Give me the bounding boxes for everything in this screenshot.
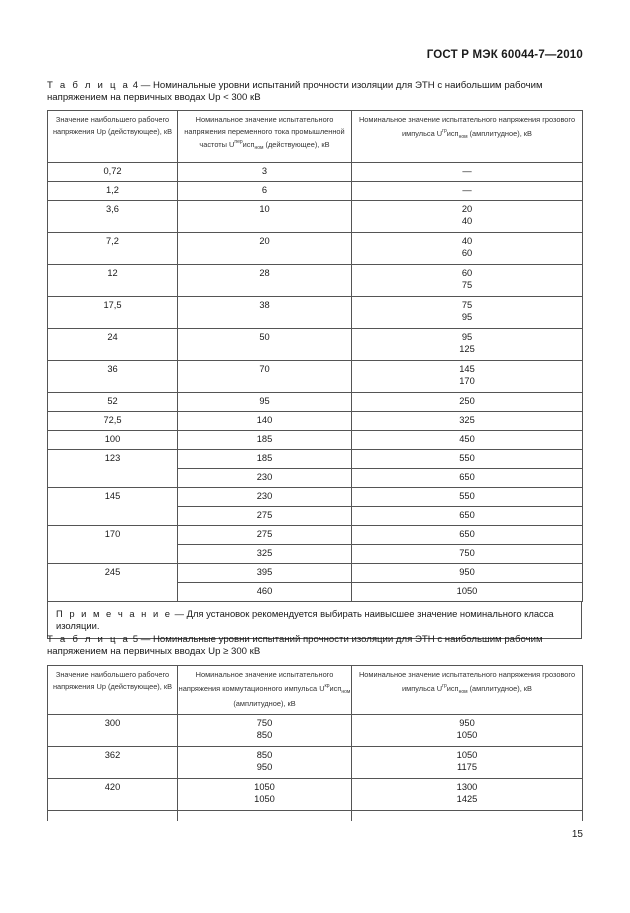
table4-row — [48, 412, 583, 431]
table4-row — [48, 450, 583, 469]
table5-row — [48, 747, 583, 779]
table4-row — [48, 488, 583, 507]
table4-cell-up: 123 — [48, 450, 178, 488]
table5-cell-li-value: 1175 — [457, 761, 477, 772]
table4-cell-up: 7,2 — [48, 233, 178, 265]
table4-row — [48, 564, 583, 583]
table4-cell-li: 550 — [352, 488, 583, 507]
table4-row — [48, 297, 583, 329]
table4-row — [48, 526, 583, 545]
table4-cell-li-value: 325 — [459, 415, 475, 425]
table4-cell-up: 24 — [48, 329, 178, 361]
table4-cell-ac — [178, 201, 352, 233]
table4-row — [48, 201, 583, 233]
table4-cell-li: 1050 — [352, 583, 583, 602]
table4-cell-ac — [178, 431, 352, 450]
table4-cell-li-value: 145 — [459, 364, 475, 374]
table5-cell-li-value: 1050 — [456, 729, 478, 740]
table5-cell-up: 362 — [48, 747, 178, 779]
table4-cell-ac — [178, 163, 352, 182]
table4-cell-li: 650 — [352, 469, 583, 488]
table4-row — [48, 329, 583, 361]
table4-cell-ac-value: 50 — [259, 332, 270, 342]
table4-cell-li — [352, 201, 583, 233]
table4-cell-up: 145 — [48, 488, 178, 526]
table4-cell-ac: 275 — [178, 507, 352, 526]
table4-cell-li-value: 75 — [461, 300, 473, 310]
table4-row — [48, 361, 583, 393]
table4-cell-ac-value: 38 — [259, 300, 270, 310]
table4-row — [48, 233, 583, 265]
table4-cell-ac: 460 — [178, 583, 352, 602]
table4-cell-ac-value: 70 — [259, 364, 270, 374]
table4-cell-li-value: 20 — [461, 204, 473, 214]
table4-cell-up: 3,6 — [48, 201, 178, 233]
table4-cell-li-value: 60 — [461, 268, 473, 278]
table4-cell-li-value: 40 — [461, 236, 473, 246]
table5-row — [48, 715, 583, 747]
table5-cell-li-value: 1300 — [456, 782, 478, 792]
table4-cell-li — [352, 297, 583, 329]
table5 — [47, 665, 583, 821]
table4-cell-ac — [178, 233, 352, 265]
page-number: 15 — [571, 829, 583, 840]
table4-row — [48, 265, 583, 297]
table4-cell-ac-value: 20 — [259, 236, 270, 246]
table5-cell-up: 300 — [48, 715, 178, 747]
table5-cell-si-value: 950 — [256, 761, 273, 772]
table4-cell-li: 550 — [352, 450, 583, 469]
table4-cell-ac — [178, 265, 352, 297]
table4-row — [48, 431, 583, 450]
table4-cell-li — [352, 393, 583, 412]
table4-cell-li-value: 95 — [461, 311, 473, 322]
table4-cell-li-value: — — [462, 166, 472, 176]
table5-cell-si-value: 850 — [256, 729, 273, 740]
table5-caption — [47, 634, 582, 658]
table5-cell-li-value: 1425 — [456, 793, 478, 804]
table5-row — [48, 779, 583, 811]
table4-cell-ac: 185 — [178, 450, 352, 469]
table4-cell-up: 36 — [48, 361, 178, 393]
table4-caption-text: 4 — Номинальные уровни испытаний прочности изоляции для ЭТН с наибольшим рабочим напряжением на первичных вводах Up < 300 кВ — [47, 80, 543, 103]
table5-cell-si-value: 850 — [256, 750, 273, 760]
table4-cell-up: 100 — [48, 431, 178, 450]
table5-cell-li-value: 950 — [459, 718, 475, 728]
table5-cell-si — [178, 747, 352, 779]
table4-cell-li: 950 — [352, 564, 583, 583]
table4-cell-ac: 395 — [178, 564, 352, 583]
table4-cell-li-value: 450 — [459, 434, 475, 444]
table5-cell-li — [352, 715, 583, 747]
table4-cell-ac-value: 6 — [261, 185, 268, 195]
table4-caption — [47, 80, 582, 104]
table4-cell-li — [352, 233, 583, 265]
table5-cell-li-value: 1050 — [456, 750, 478, 760]
table5-header-col1: Значение наибольшего рабочего напряжения Up (действующее), кВ — [48, 666, 178, 715]
table4-cell-ac — [178, 412, 352, 431]
table4-cell-li-value: 125 — [459, 343, 475, 354]
table4-cell-li — [352, 412, 583, 431]
table4-cell-li — [352, 361, 583, 393]
table4-cell-up: 0,72 — [48, 163, 178, 182]
document-header: ГОСТ Р МЭК 60044-7—2010 — [426, 49, 583, 61]
table4-cell-ac-value: 3 — [261, 166, 268, 176]
table4-note-label: П р и м е ч а н и е — [56, 608, 173, 619]
table4-cell-ac-value: 140 — [256, 415, 273, 425]
table4-cell-li: 750 — [352, 545, 583, 564]
table4-cell-up: 245 — [48, 564, 178, 602]
table4-cell-li-value: 60 — [461, 247, 473, 258]
table4-cell-li — [352, 329, 583, 361]
table5-cell-si — [178, 779, 352, 811]
table4-header-col2: Номинальное значение испытательного напряжения переменного тока промышленной частоты $U^{пер}исп_{ном}$ (действующее), кВ — [178, 111, 352, 163]
table5-cell-li — [352, 779, 583, 811]
table5-continuation — [48, 811, 583, 821]
table5-cell-si — [178, 715, 352, 747]
table5-cell-up: 420 — [48, 779, 178, 811]
table4-cell-ac — [178, 182, 352, 201]
table5-cell-si-value: 1050 — [254, 782, 275, 792]
table4-cell-up: 170 — [48, 526, 178, 564]
table5-cell-si-value: 750 — [256, 718, 273, 728]
table4-cell-li-value: 75 — [461, 279, 473, 290]
table4-cell-up: 17,5 — [48, 297, 178, 329]
table4-cell-ac-value: 185 — [256, 434, 273, 444]
table4-cell-ac-value: 28 — [259, 268, 270, 278]
table4-cell-li: 650 — [352, 526, 583, 545]
table4-cell-li-value: 250 — [459, 396, 475, 406]
table4-cell-ac — [178, 361, 352, 393]
table5-header-row — [48, 666, 583, 715]
table4-cell-up: 72,5 — [48, 412, 178, 431]
table4-cell-up: 52 — [48, 393, 178, 412]
table4-cell-ac: 230 — [178, 488, 352, 507]
table4-row — [48, 182, 583, 201]
table4-row — [48, 163, 583, 182]
table5-cell-li — [352, 747, 583, 779]
table4 — [47, 110, 583, 602]
table4-cell-ac — [178, 329, 352, 361]
table4-cell-li-value: — — [462, 185, 472, 195]
table4-cell-li-value: 40 — [461, 215, 473, 226]
table4-cell-li — [352, 163, 583, 182]
table5-caption-text: 5 — Номинальные уровни испытаний прочности изоляции для ЭТН с наибольшим рабочим напряжением на первичных вводах Up ≥ 300 кВ — [47, 634, 543, 657]
table4-row — [48, 393, 583, 412]
table5-cell-si-value: 1050 — [254, 793, 275, 804]
table4-cell-li-value: 95 — [461, 332, 473, 342]
table4-cell-ac-value: 95 — [259, 396, 270, 406]
table4-cell-ac-value: 10 — [259, 204, 270, 214]
table4-cell-li — [352, 265, 583, 297]
table4-note-text: — Для установок рекомендуется выбирать наивысшее значение номинального класса изоляции. — [56, 608, 554, 631]
table4-cell-ac — [178, 393, 352, 412]
table4-cell-up: 12 — [48, 265, 178, 297]
table4-caption-label: Т а б л и ц а — [47, 80, 131, 91]
table4-cell-ac: 230 — [178, 469, 352, 488]
table5-caption-label: Т а б л и ц а — [47, 634, 131, 645]
table4-cell-li — [352, 182, 583, 201]
table4-cell-li-value: 170 — [459, 375, 475, 386]
table4-cell-ac: 325 — [178, 545, 352, 564]
table4-header-row — [48, 111, 583, 163]
table4-header-col1: Значение наибольшего рабочего напряжения Up (действующее), кВ — [48, 111, 178, 163]
table4-cell-ac — [178, 297, 352, 329]
table5-header-col3: Номинальное значение испытательного напряжения грозового импульса $U^{гр}исп_{ном}$ (амплитудное), кВ — [352, 666, 583, 715]
table4-cell-ac: 275 — [178, 526, 352, 545]
table5-header-col2: Номинальное значение испытательного напряжения коммутационного импульса $U^{кр}исп_{ном}$ (амплитудное), кВ — [178, 666, 352, 715]
table4-cell-li: 650 — [352, 507, 583, 526]
table4-cell-li — [352, 431, 583, 450]
table4-header-col3: Номинальное значение испытательного напряжения грозового импульса $U^{гр}исп_{ном}$ (амплитудное), кВ — [352, 111, 583, 163]
table4-cell-up: 1,2 — [48, 182, 178, 201]
